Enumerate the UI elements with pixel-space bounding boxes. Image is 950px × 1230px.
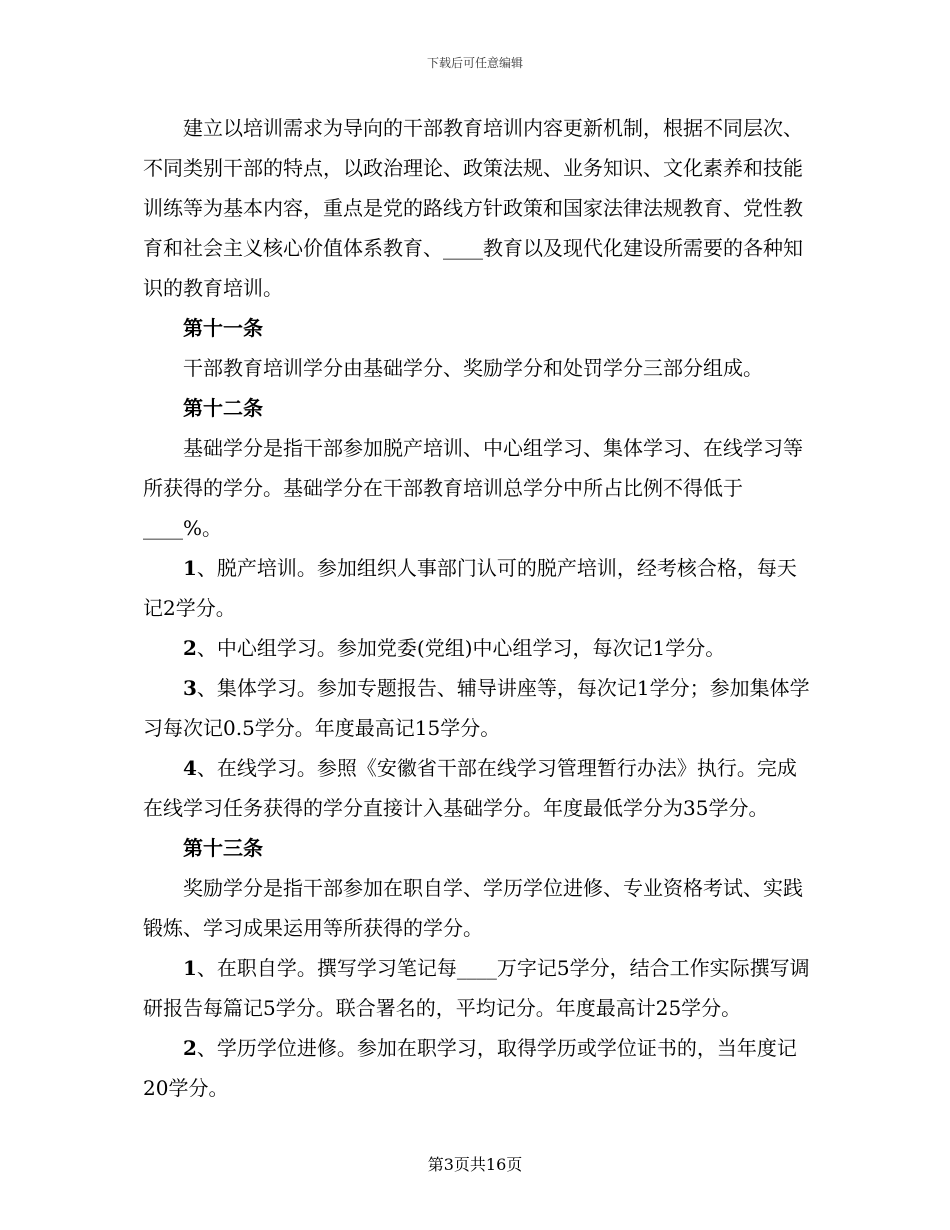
list-item-text: 、学历学位进修。参加在职学习，取得学历或学位证书的，当年度记20学分。 xyxy=(143,1036,797,1100)
document-body xyxy=(143,108,811,1108)
list-item xyxy=(143,1028,811,1108)
page-header: 下载后可任意编辑 xyxy=(426,56,523,70)
paragraph: 干部教育培训学分由基础学分、奖励学分和处罚学分三部分组成。 xyxy=(183,356,763,380)
list-item xyxy=(143,548,811,628)
article-heading-11: 第十一条 xyxy=(183,316,263,340)
article-heading-12: 第十二条 xyxy=(183,396,263,420)
list-item xyxy=(143,628,811,668)
list-item-text: 、在职自学。撰写学习笔记每____万字记5学分，结合工作实际撰写调研报告每篇记5学分。联合署名的，平均记分。年度最高计25学分。 xyxy=(143,956,810,1020)
article-heading-13: 第十三条 xyxy=(183,836,263,860)
page-footer: 第3页共16页 xyxy=(427,1155,523,1174)
list-item-number: 2 xyxy=(183,636,197,660)
list-item xyxy=(143,748,811,828)
list-item-number: 1 xyxy=(183,556,197,580)
list-item-text: 、中心组学习。参加党委(党组)中心组学习，每次记1学分。 xyxy=(196,636,726,660)
paragraph: 建立以培训需求为导向的干部教育培训内容更新机制，根据不同层次、不同类别干部的特点，以政治理论、政策法规、业务知识、文化素养和技能训练等为基本内容，重点是党的路线方针政策和国家法律法规教育、党性教育和社会主义核心价值体系教育、____教育以及现代化建设所需要的各种知识的教育培训。 xyxy=(143,116,803,300)
paragraph: 奖励学分是指干部参加在职自学、学历学位进修、专业资格考试、实践锻炼、学习成果运用等所获得的学分。 xyxy=(143,876,803,940)
list-item-number: 3 xyxy=(183,676,197,700)
list-item-number: 2 xyxy=(183,1036,197,1060)
list-item-text: 、在线学习。参照《安徽省干部在线学习管理暂行办法》执行。完成在线学习任务获得的学分直接计入基础学分。年度最低学分为35学分。 xyxy=(143,756,797,820)
list-item-number: 4 xyxy=(183,756,197,780)
list-item-number: 1 xyxy=(183,956,197,980)
list-item-text: 、集体学习。参加专题报告、辅导讲座等，每次记1学分；参加集体学习每次记0.5学分。年度最高记15学分。 xyxy=(143,676,810,740)
list-item-text: 、脱产培训。参加组织人事部门认可的脱产培训，经考核合格，每天记2学分。 xyxy=(143,556,797,620)
list-item xyxy=(143,668,811,748)
paragraph: 基础学分是指干部参加脱产培训、中心组学习、集体学习、在线学习等所获得的学分。基础学分在干部教育培训总学分中所占比例不得低于____%。 xyxy=(143,436,803,540)
list-item xyxy=(143,948,811,1028)
